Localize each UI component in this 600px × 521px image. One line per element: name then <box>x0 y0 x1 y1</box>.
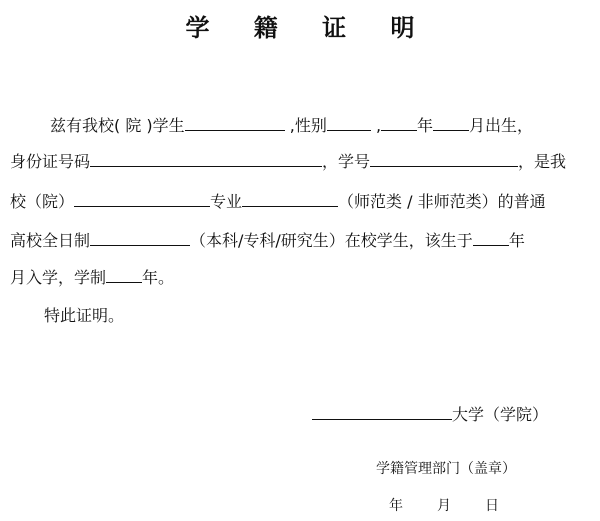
major-blank[interactable] <box>242 190 338 207</box>
text-year: 年 <box>417 116 434 135</box>
text-is-our: ，是我 <box>518 152 567 171</box>
text-gender: ,性别 <box>284 116 327 135</box>
paragraph-line-1 <box>50 114 533 136</box>
document-title: 学 籍 证 明 <box>185 14 433 42</box>
text-comma: , <box>370 116 382 135</box>
student-name-blank[interactable] <box>185 114 285 131</box>
paragraph-line-2 <box>10 150 566 172</box>
text-student-id: ，学号 <box>322 152 371 171</box>
text-year-2: 年 <box>508 231 525 250</box>
duration-blank[interactable] <box>106 266 142 283</box>
enroll-year-blank[interactable] <box>473 229 509 246</box>
text-years-end: 年。 <box>142 268 175 287</box>
text-enroll-duration: 月入学，学制 <box>10 268 107 287</box>
paragraph-line-4 <box>10 229 525 251</box>
paragraph-line-3 <box>10 190 546 212</box>
text-month-born: 月出生， <box>469 116 534 135</box>
student-id-blank[interactable] <box>370 150 518 167</box>
paragraph-line-5 <box>10 266 174 288</box>
text-degree-options: （本科/专科/研究生）在校学生，该生于 <box>190 231 473 250</box>
text-major: 专业 <box>210 192 243 211</box>
text-school-student: 兹有我校( 院 )学生 <box>50 116 185 135</box>
university-signature <box>312 402 548 425</box>
date-day-label: 日 <box>485 498 499 514</box>
text-fulltime: 高校全日制 <box>10 231 91 250</box>
birth-year-blank[interactable] <box>381 114 417 131</box>
paragraph-line-6 <box>44 306 124 326</box>
department-seal-label: 学籍管理部门（盖章） <box>376 461 516 477</box>
degree-level-blank[interactable] <box>90 229 190 246</box>
text-id-number: 身份证号码 <box>10 152 91 171</box>
school-blank[interactable] <box>74 190 210 207</box>
gender-blank[interactable] <box>327 114 371 131</box>
university-name-blank[interactable] <box>312 403 452 420</box>
date-month-label: 月 <box>437 498 451 514</box>
date-year-label: 年 <box>389 498 403 514</box>
text-hereby-certify: 特此证明。 <box>44 306 125 325</box>
id-number-blank[interactable] <box>90 150 322 167</box>
text-school: 校（院） <box>10 192 75 211</box>
birth-month-blank[interactable] <box>433 114 469 131</box>
text-normal-type: （师范类 / 非师范类）的普通 <box>338 192 546 211</box>
text-university: 大学（学院） <box>452 405 549 424</box>
